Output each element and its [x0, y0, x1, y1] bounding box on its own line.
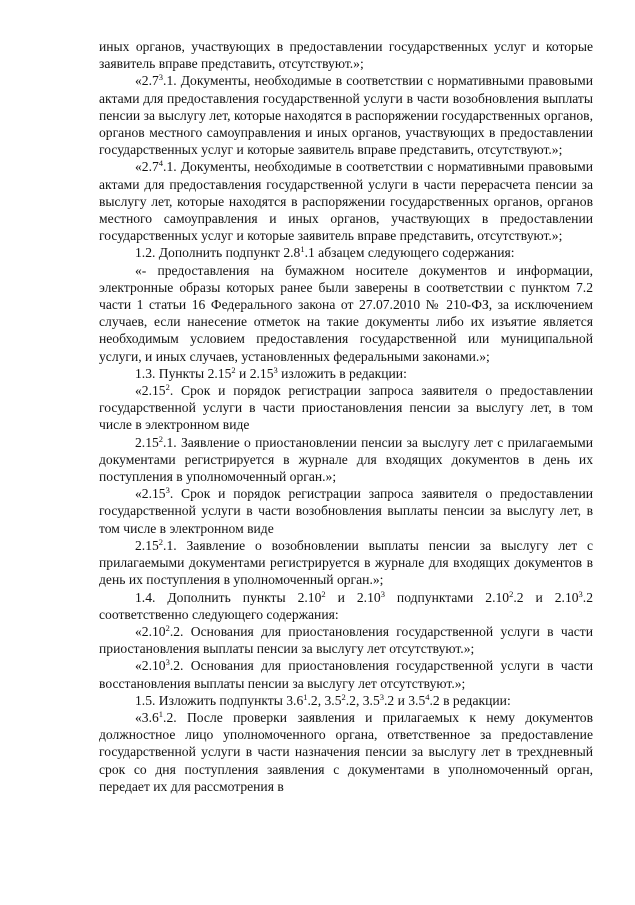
paragraph-13	[99, 657, 593, 691]
superscript-index: 3	[578, 588, 583, 599]
text-run: .1. Заявление о возобновлении выплаты пенсии за выслугу лет с прилагаемыми документами регистрируется в журнале для входящих документов в день их поступления в уполномоченный орган.»;	[99, 537, 593, 588]
text-run: и 2.10	[325, 589, 381, 605]
text-run: «2.7	[135, 159, 159, 175]
superscript-index: 3	[158, 72, 164, 83]
text-run: 1.3. Пункты 2.15	[135, 365, 232, 381]
superscript-index: 3	[165, 485, 170, 496]
text-run: иных органов, участвующих в предоставлении государственных услуг и которые заявитель вправе представить, отсутствуют.»;	[99, 39, 593, 72]
paragraph-11	[99, 589, 593, 623]
text-run: «2.7	[135, 73, 159, 89]
text-run: и 2.15	[235, 365, 274, 381]
superscript-index: 2	[165, 622, 170, 633]
text-run: 1.5. Изложить подпункты 3.6	[135, 692, 304, 708]
superscript-index: 4	[425, 691, 430, 702]
superscript-index: 2	[165, 382, 170, 393]
superscript-index: 3	[273, 364, 278, 375]
text-run: 1.4. Дополнить пункты 2.10	[135, 589, 322, 605]
text-run: .1. Документы, необходимые в соответствии с нормативными правовыми актами для предоставления государственной услуги в части перерасчета пенсии за выслугу лет, которые находятся в распоряжении государственных органов, органов местного самоуправления и иных органов, участвующих в предоставлении государственных услуг и которые заявитель вправе представить, отсутствуют.»;	[99, 159, 593, 244]
paragraph-12	[99, 623, 593, 657]
text-run: .2 соответственно следующего содержания:	[99, 589, 593, 622]
text-run: . Срок и порядок регистрации запроса заявителя о предоставлении государственной услуги в части приостановления пенсии за выслугу лет, в том числе в электронном виде	[99, 383, 593, 433]
text-run: подпунктами 2.10	[384, 589, 510, 605]
paragraph-4	[99, 244, 593, 261]
superscript-index: 1	[158, 708, 164, 719]
paragraph-6	[99, 365, 593, 382]
text-run: .2 и 3.5	[383, 692, 426, 708]
paragraph-5	[99, 262, 593, 365]
superscript-index: 4	[158, 158, 164, 169]
document-page	[99, 38, 593, 795]
text-run: 1.2. Дополнить подпункт 2.8	[135, 245, 301, 261]
paragraph-8	[99, 434, 593, 486]
text-run: «2.10	[135, 658, 166, 674]
text-run: .2 и 2.10	[513, 589, 579, 605]
superscript-index: 1	[300, 244, 305, 255]
superscript-index: 3	[165, 657, 170, 668]
paragraph-1	[99, 38, 593, 72]
superscript-index: 3	[380, 588, 385, 599]
text-run: .2, 3.5	[307, 692, 342, 708]
text-run: 2.15	[135, 537, 159, 553]
paragraph-15	[99, 709, 593, 795]
text-run: . Срок и порядок регистрации запроса заявителя о предоставлении государственной услуги в части возобновления выплаты пенсии за выслугу лет, в том числе в электронном виде	[99, 486, 593, 536]
superscript-index: 2	[509, 588, 514, 599]
superscript-index: 2	[231, 364, 236, 375]
text-run: «2.15	[135, 486, 166, 502]
superscript-index: 2	[158, 536, 164, 547]
superscript-index: 2	[341, 691, 346, 702]
text-run: .1. Документы, необходимые в соответствии с нормативными правовыми актами для предоставления государственной услуги в части возобновления выплаты пенсии за выслугу лет, которые находятся в распоряжении государственных органов, органов местного самоуправления и иных органов, участвующих в предоставлении государственных услуг и которые заявитель вправе представить, отсутствуют.»;	[99, 73, 593, 158]
paragraph-10	[99, 537, 593, 589]
text-run: 2.15	[135, 434, 159, 450]
text-run: .1. Заявление о приостановлении пенсии за выслугу лет с прилагаемыми документами регистрируется в журнале для входящих документов в день их поступления в уполномоченный орган.»;	[99, 434, 593, 485]
paragraph-2	[99, 72, 593, 158]
superscript-index: 1	[303, 691, 308, 702]
text-run: .2, 3.5	[345, 692, 380, 708]
superscript-index: 2	[158, 433, 164, 444]
superscript-index: 3	[379, 691, 384, 702]
text-run: «- предоставления на бумажном носителе документов и информации, электронные образы которых ранее были заверены в соответствии с пунктом 7.2 части 1 статьи 16 Федерального закона от 27.07.2010 № 210-ФЗ, за исключением случаев, если нанесение отметок на такие документы либо их изъятие является необходимым условием предоставления государственной или муниципальной услуги, и иных случаев, установленных федеральными законами.»;	[99, 262, 593, 364]
paragraph-7	[99, 382, 593, 434]
text-run: .2. Основания для приостановления государственной услуги в части восстановления выплаты пенсии за выслугу лет отсутствуют.»;	[99, 658, 593, 691]
text-run: «2.10	[135, 623, 166, 639]
paragraph-9	[99, 485, 593, 537]
text-run: «2.15	[135, 383, 166, 399]
text-run: .2 в редакции:	[429, 692, 511, 708]
text-run: изложить в редакции:	[277, 365, 407, 381]
text-run: .2. Основания для приостановления государственной услуги в части приостановления выплаты пенсии за выслугу лет отсутствуют.»;	[99, 623, 593, 657]
text-run: .2. После проверки заявления и прилагаемых к нему документов должностное лицо уполномоченного органа, ответственное за предоставление государственной услуги в части назначения пенсии за выслугу лет в трехдневный срок со дня поступления заявления с документами в уполномоченный орган, передает их для рассмотрения в	[99, 709, 593, 794]
text-run: .1 абзацем следующего содержания:	[304, 245, 515, 261]
paragraph-3	[99, 158, 593, 244]
superscript-index: 2	[321, 588, 326, 599]
text-run: «3.6	[135, 709, 159, 725]
paragraph-14	[99, 692, 593, 709]
